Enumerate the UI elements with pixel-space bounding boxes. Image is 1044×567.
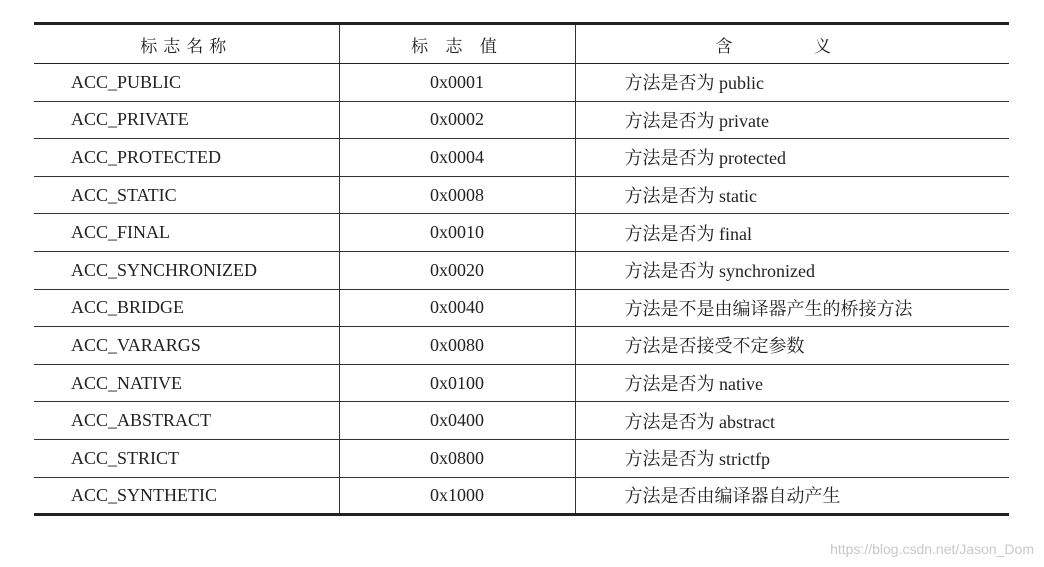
- access-flags-table-container: [34, 22, 1009, 516]
- header-flag-value: 标 志 值: [339, 24, 575, 64]
- table-row: [34, 289, 1009, 327]
- table-row: [34, 477, 1009, 515]
- flag-meaning-cell: 方法是否为 strictfp: [575, 439, 1009, 477]
- table-row: [34, 327, 1009, 365]
- flag-meaning-cell: 方法是否为 private: [575, 101, 1009, 139]
- flag-meaning-cell: 方法是不是由编译器产生的桥接方法: [575, 289, 1009, 327]
- flag-value-cell: 0x0002: [339, 101, 575, 139]
- flag-value-cell: 0x0020: [339, 251, 575, 289]
- flag-name-cell: ACC_PRIVATE: [34, 101, 339, 139]
- flag-meaning-cell: 方法是否为 abstract: [575, 402, 1009, 440]
- flag-value-cell: 0x0400: [339, 402, 575, 440]
- flag-value-cell: 0x1000: [339, 477, 575, 515]
- flag-value-cell: 0x0010: [339, 214, 575, 252]
- table-row: [34, 139, 1009, 177]
- table-row: [34, 101, 1009, 139]
- flag-name-cell: ACC_PROTECTED: [34, 139, 339, 177]
- flag-name-cell: ACC_BRIDGE: [34, 289, 339, 327]
- flag-meaning-cell: 方法是否为 public: [575, 64, 1009, 102]
- flag-meaning-cell: 方法是否为 synchronized: [575, 251, 1009, 289]
- watermark-url: https://blog.csdn.net/Jason_Dom: [830, 541, 1034, 557]
- flag-value-cell: 0x0008: [339, 176, 575, 214]
- flag-name-cell: ACC_FINAL: [34, 214, 339, 252]
- table-row: [34, 176, 1009, 214]
- flag-meaning-cell: 方法是否为 native: [575, 364, 1009, 402]
- flag-meaning-cell: 方法是否由编译器自动产生: [575, 477, 1009, 515]
- flag-meaning-cell: 方法是否接受不定参数: [575, 327, 1009, 365]
- flag-meaning-cell: 方法是否为 protected: [575, 139, 1009, 177]
- flag-value-cell: 0x0800: [339, 439, 575, 477]
- flag-meaning-cell: 方法是否为 static: [575, 176, 1009, 214]
- table-row: [34, 402, 1009, 440]
- table-row: [34, 364, 1009, 402]
- flag-value-cell: 0x0001: [339, 64, 575, 102]
- flag-name-cell: ACC_PUBLIC: [34, 64, 339, 102]
- flag-name-cell: ACC_STATIC: [34, 176, 339, 214]
- flag-name-cell: ACC_STRICT: [34, 439, 339, 477]
- flag-value-cell: 0x0100: [339, 364, 575, 402]
- flag-value-cell: 0x0040: [339, 289, 575, 327]
- flag-value-cell: 0x0080: [339, 327, 575, 365]
- table-row: [34, 214, 1009, 252]
- header-row: [34, 24, 1009, 64]
- flag-name-cell: ACC_SYNCHRONIZED: [34, 251, 339, 289]
- header-meaning: 含 义: [575, 24, 1009, 64]
- table-row: [34, 251, 1009, 289]
- table-row: [34, 64, 1009, 102]
- table-body: [34, 64, 1009, 515]
- table-row: [34, 439, 1009, 477]
- table-header: [34, 24, 1009, 64]
- access-flags-table: [34, 22, 1009, 516]
- flag-name-cell: ACC_ABSTRACT: [34, 402, 339, 440]
- header-flag-name: 标志名称: [34, 24, 339, 64]
- flag-value-cell: 0x0004: [339, 139, 575, 177]
- flag-name-cell: ACC_VARARGS: [34, 327, 339, 365]
- flag-name-cell: ACC_SYNTHETIC: [71, 484, 218, 505]
- flag-name-cell: ACC_NATIVE: [34, 364, 339, 402]
- flag-meaning-cell: 方法是否为 final: [575, 214, 1009, 252]
